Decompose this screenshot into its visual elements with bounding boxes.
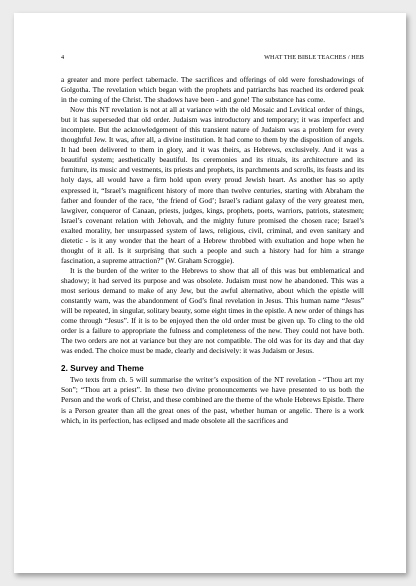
paragraph-continuation: a greater and more perfect tabernacle. The sacrifices and offerings of old were foreshadowings of Golgotha. The revelation which began with the prophets and patriarchs has reached its ordered peak in the coming of the Christ. The shadows have been - and gone! The substance has come. [61,75,364,105]
page-number: 4 [61,54,65,61]
running-header [61,54,364,61]
document-page [14,13,406,573]
paragraph-burden-of-writer: It is the burden of the writer to the Hebrews to show that all of this was but emblematical and shadowy; it had served its purpose and was obsolete. Judaism must now he abandoned. This was a most serious demand to make of any Jew, but the awful alternative, about which the epistle will constantly warn, was the abandonment of God’s final revelation in Jesus. This human name “Jesus” will be repeated, in singular, solitary beauty, some eight times in the epistle. A new order of things has come through “Jesus”. If it is to be enjoyed then the old order must be given up. To cling to the old order is a failure to appropriate the fulness and completeness of the new. They could not have both. The two orders are not at variance but they are not compatible. The old was for its day and that day was ended. The choice must be made, clearly and decisively: it was Judaism or Jesus. [61,265,364,356]
paragraph-survey-theme: Two texts from ch. 5 will summarise the writer’s exposition of the NT revelation - “Thou art my Son”; “Thou art a priest”. In these two divine pronouncements we have presented to us both the Person and the work of Christ, and these combined are the theme of the whole Hebrews Epistle. There is a Person greater than all the great ones of the past, whether human or angelic. There is a work which, in its perfection, has eclipsed and made obsolete all the sacrifices and [61,375,364,425]
body-text [61,75,364,426]
running-title: WHAT THE BIBLE TEACHES / HEB [264,54,364,61]
section-heading: 2. Survey and Theme [61,364,144,374]
paragraph-nt-revelation: Now this NT revelation is not at all at variance with the old Mosaic and Levitical order of things, but it has superseded that old order. Judaism was introductory and temporary; it was imperfect and incomplete. But the acknowledgement of this transient nature of Judaism was a problem for every thoughtful Jew. It was, after all, a divine institution. It had come to them by the disposition of angels. It had been delivered to them in glory, and it was theirs, as Hebrews, exclusively. And it was a beautiful system; aesthetically beautiful. Its ceremonies and its rituals, its architecture and its furniture, its music and vestments, its priests and prophets, its parchments and scrolls, its feasts and its holy days, all would have a firm hold upon every proud Jewish heart. As another has so aptly expressed it, “Israel’s magnificent history of more than twelve centuries, starting with Abraham the father and founder of the race, ‘the friend of God’; Israel’s radiant galaxy of the very greatest men, lawgiver, conqueror of Canaan, priests, judges, kings, prophets, poets, warriors, patriots, statesmen; Israel’s covenant relation with Jehovah, and the mighty future promised the chosen race; Israel’s exalted morality, her unsurpassed system of laws, religious, civil, criminal, and even sanitary and dietetic - is it any wonder that the heart of a Hebrew throbbed with exultation and hope when he thought of it all. Is it surprising that such a people and such a history had for him a strange fascination, a supreme attraction?” (W. Graham Scroggie). [61,105,364,265]
